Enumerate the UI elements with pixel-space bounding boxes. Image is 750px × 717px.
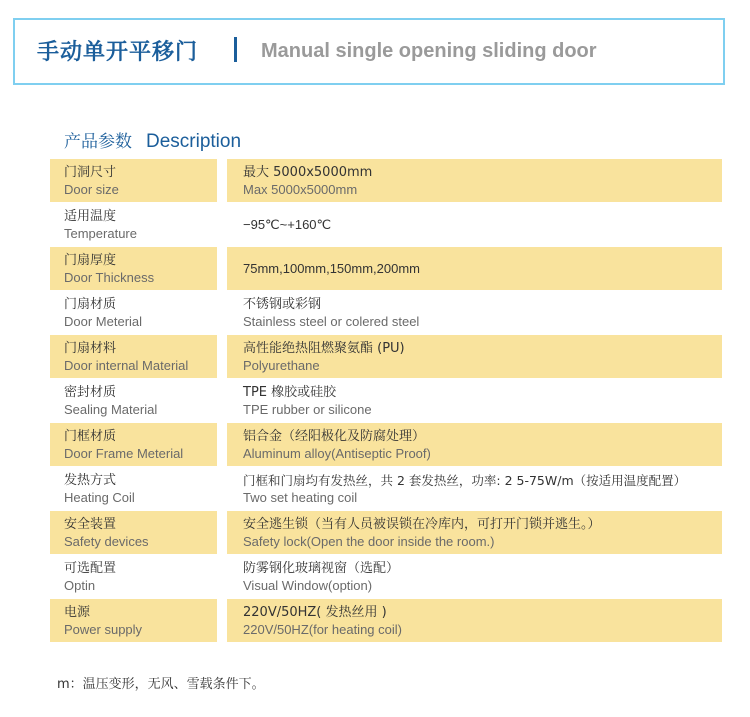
- table-row: [50, 379, 722, 423]
- table-row: [50, 291, 722, 335]
- row-value: [227, 203, 722, 246]
- label-en: Door Thickness: [64, 270, 155, 285]
- label-en: Power supply: [64, 622, 143, 637]
- header-box: [13, 18, 725, 85]
- label-en: Safety devices: [64, 534, 149, 549]
- table-row: [50, 423, 722, 467]
- value-cn: 220V/50HZ( 发热丝用 ): [243, 605, 387, 620]
- table-row: [50, 335, 722, 379]
- value-cn: 高性能绝热阻燃聚氨酯 (PU): [243, 341, 405, 356]
- row-label: [50, 335, 217, 378]
- row-value: [227, 335, 722, 378]
- section-title-cn: 产品参数: [64, 132, 132, 152]
- row-value: [227, 467, 722, 510]
- value-cn: 防雾钢化玻璃视窗（选配）: [243, 561, 400, 576]
- row-label: [50, 159, 217, 202]
- footnote: m：温压变形，无风、雪载条件下。: [57, 677, 265, 692]
- label-cn: 发热方式: [64, 473, 117, 488]
- label-en: Door internal Material: [64, 358, 189, 373]
- row-label: [50, 555, 217, 598]
- label-en: Optin: [64, 578, 96, 593]
- title-divider: [234, 37, 237, 62]
- label-en: Door Frame Meterial: [64, 446, 184, 461]
- value-cn: 最大 5000x5000mm: [243, 165, 373, 180]
- row-label: [50, 291, 217, 334]
- table-row: [50, 247, 722, 291]
- value-cn: TPE 橡胶或硅胶: [243, 385, 337, 400]
- value-cn: 不锈钢或彩钢: [243, 297, 322, 312]
- label-cn: 门洞尺寸: [64, 165, 117, 180]
- value-single: 75mm,100mm,150mm,200mm: [243, 261, 420, 276]
- value-en: Stainless steel or colered steel: [243, 314, 420, 329]
- row-value: [227, 291, 722, 334]
- label-cn: 安全装置: [64, 517, 117, 532]
- label-en: Temperature: [64, 226, 137, 241]
- value-en: TPE rubber or silicone: [243, 402, 372, 417]
- row-label: [50, 247, 217, 290]
- label-cn: 门扇材质: [64, 297, 117, 312]
- table-row: [50, 203, 722, 247]
- value-en: Visual Window(option): [243, 578, 373, 593]
- section-title-en: Description: [146, 131, 242, 152]
- page-title-en: Manual single opening sliding door: [261, 40, 597, 62]
- value-en: Safety lock(Open the door inside the room.): [243, 534, 495, 549]
- table-row: [50, 159, 722, 203]
- row-value: [227, 423, 722, 466]
- label-en: Sealing Material: [64, 402, 158, 417]
- value-en: Aluminum alloy(Antiseptic Proof): [243, 446, 431, 461]
- row-label: [50, 599, 217, 642]
- value-single: −95℃~+160℃: [243, 217, 332, 232]
- label-cn: 适用温度: [64, 209, 117, 224]
- value-en: Max 5000x5000mm: [243, 182, 358, 197]
- value-cn: 安全逃生锁（当有人员被误锁在冷库内，可打开门锁并逃生。）: [243, 517, 601, 532]
- label-cn: 门框材质: [64, 429, 117, 444]
- row-value: [227, 159, 722, 202]
- label-en: Heating Coil: [64, 490, 135, 505]
- value-cn: 门框和门扇均有发热丝，共 2 套发热丝，功率: 2 5-75W/m（按适用温度配置）: [243, 473, 687, 488]
- page-title-cn: 手动单开平移门: [37, 40, 199, 65]
- row-value: [227, 511, 722, 554]
- label-cn: 密封材质: [64, 385, 117, 400]
- spec-table: [50, 159, 722, 643]
- row-value: [227, 379, 722, 422]
- table-row: [50, 467, 722, 511]
- row-value: [227, 599, 722, 642]
- section-title: [64, 127, 241, 153]
- row-value: [227, 555, 722, 598]
- label-en: Door size: [64, 182, 119, 197]
- row-label: [50, 511, 217, 554]
- label-cn: 门扇厚度: [64, 253, 117, 268]
- label-en: Door Meterial: [64, 314, 143, 329]
- row-label: [50, 467, 217, 510]
- value-en: Two set heating coil: [243, 490, 358, 505]
- row-label: [50, 423, 217, 466]
- table-row: [50, 555, 722, 599]
- label-cn: 门扇材料: [64, 341, 117, 356]
- value-en: Polyurethane: [243, 358, 320, 373]
- table-row: [50, 511, 722, 555]
- row-value: [227, 247, 722, 290]
- value-en: 220V/50HZ(for heating coil): [243, 622, 402, 637]
- label-cn: 可选配置: [64, 561, 117, 576]
- row-label: [50, 203, 217, 246]
- table-row: [50, 599, 722, 643]
- value-cn: 铝合金（经阳极化及防腐处理）: [243, 429, 426, 444]
- label-cn: 电源: [64, 605, 91, 620]
- row-label: [50, 379, 217, 422]
